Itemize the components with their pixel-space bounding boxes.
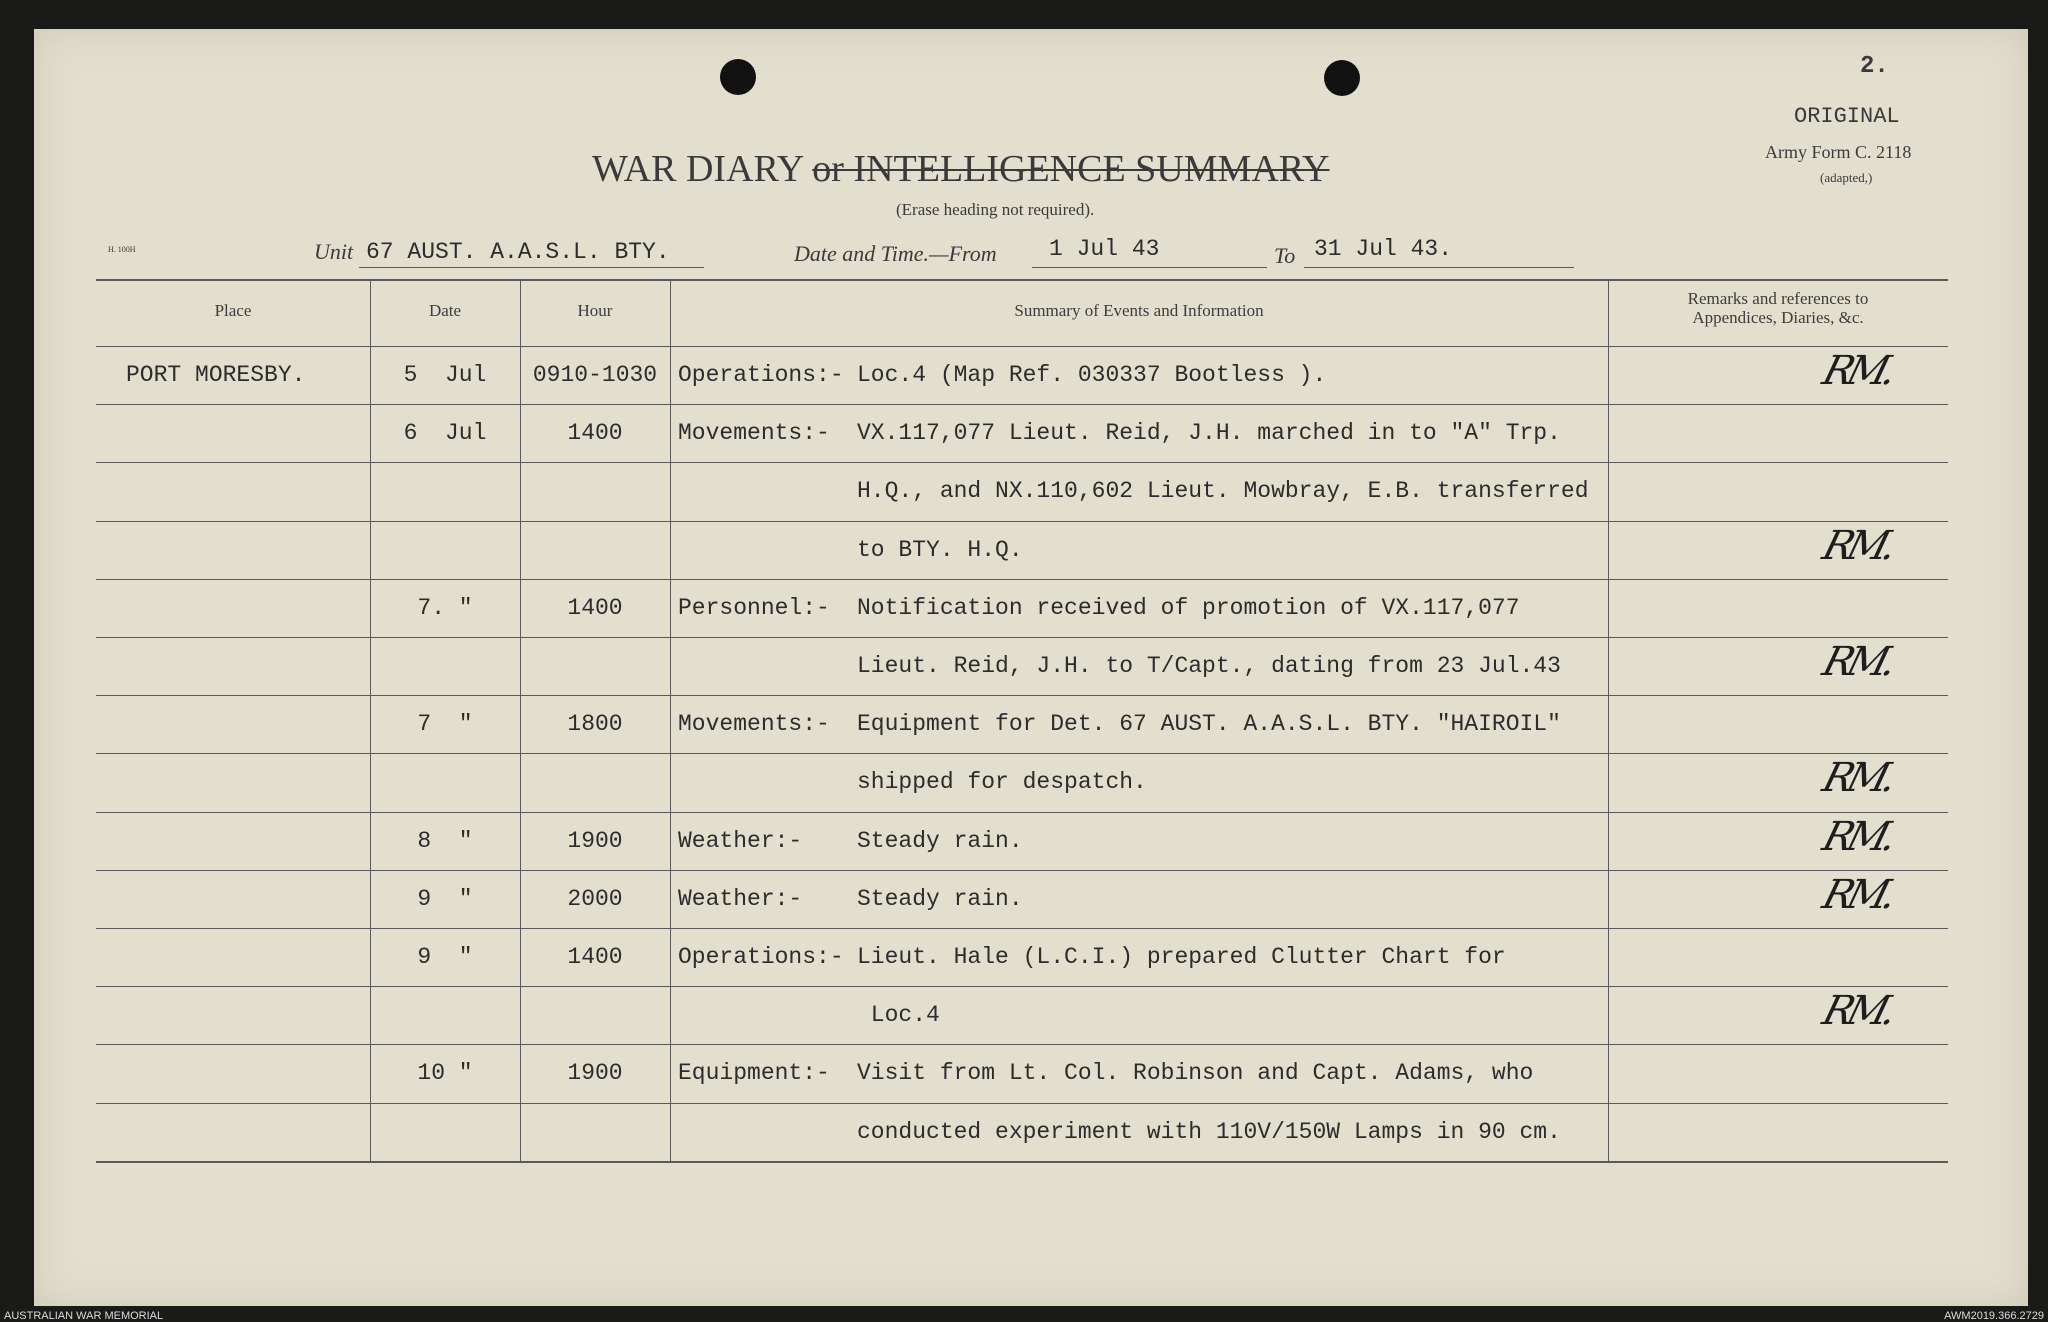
row-date: 7. " bbox=[417, 594, 473, 621]
row-text: Visit from Lt. Col. Robinson and Capt. Adams, who bbox=[857, 1060, 1534, 1087]
from-date-value: 1 Jul 43 bbox=[1049, 236, 1160, 262]
row-text: Lieut. Hale (L.C.I.) prepared Clutter Chart for bbox=[857, 944, 1506, 970]
col-header-remarks-1: Remarks and references to bbox=[1687, 289, 1869, 308]
footer-right: AWM2019.366.2729 bbox=[1944, 1310, 2044, 1322]
row-hour: 1400 bbox=[567, 944, 623, 970]
row-date: 8 " bbox=[417, 827, 473, 854]
row-date: 9 " bbox=[417, 885, 473, 912]
diary-sheet bbox=[34, 29, 2028, 1306]
initials-signature: RM. bbox=[1817, 755, 1896, 802]
row-text: Lieut. Reid, J.H. to T/Capt., dating from 23 Jul.43 bbox=[857, 653, 1561, 679]
to-label: To bbox=[1274, 243, 1296, 268]
adapted-label: (adapted,) bbox=[1820, 170, 1873, 185]
row-hour: 1400 bbox=[567, 420, 623, 447]
row-text: conducted experiment with 110V/150W Lamps in 90 cm. bbox=[857, 1118, 1561, 1145]
row-text: Loc.4 bbox=[857, 1002, 940, 1029]
initials-signature: RM. bbox=[1817, 871, 1896, 918]
row-label: Weather:- bbox=[678, 827, 803, 854]
col-header-hour: Hour bbox=[577, 301, 613, 320]
initials-signature: RM. bbox=[1817, 348, 1896, 394]
row-label: Operations:- bbox=[678, 944, 844, 970]
original-stamp: ORIGINAL bbox=[1794, 104, 1900, 129]
title-struck: or INTELLIGENCE SUMMARY bbox=[812, 148, 1330, 190]
title-subtitle: (Erase heading not required). bbox=[896, 200, 1095, 219]
row-hour: 1800 bbox=[567, 711, 623, 738]
row-label: Movements:- bbox=[678, 711, 830, 738]
row-date: 7 " bbox=[417, 711, 473, 738]
to-date-value: 31 Jul 43. bbox=[1314, 236, 1453, 262]
date-time-label: Date and Time.—From bbox=[794, 241, 997, 266]
col-header-summary: Summary of Events and Information bbox=[1014, 301, 1264, 320]
punch-hole-right bbox=[1324, 60, 1360, 96]
row-label: Weather:- bbox=[678, 885, 803, 912]
row-hour: 1400 bbox=[567, 594, 623, 621]
row-text: VX.117,077 Lieut. Reid, J.H. marched in to "A" Trp. bbox=[857, 420, 1561, 447]
row-hour: 1900 bbox=[567, 827, 623, 854]
row-label: Equipment:- bbox=[678, 1060, 830, 1087]
row-date: 10 " bbox=[417, 1060, 473, 1087]
initials-signature: RM. bbox=[1817, 813, 1896, 860]
row-label: Movements:- bbox=[678, 420, 830, 447]
row-text: Notification received of promotion of VX.117,077 bbox=[857, 594, 1520, 621]
row-text: Steady rain. bbox=[857, 885, 1023, 912]
row-hour: 2000 bbox=[567, 885, 623, 912]
title-main: WAR DIARY bbox=[592, 148, 803, 190]
col-header-date: Date bbox=[428, 301, 462, 320]
col-header-remarks-2: Appendices, Diaries, &c. bbox=[1692, 308, 1864, 327]
row-label: Personnel:- bbox=[678, 594, 830, 621]
army-form-label: Army Form C. 2118 bbox=[1765, 142, 1912, 162]
row-hour: 0910-1030 bbox=[532, 362, 658, 388]
row-text: to BTY. H.Q. bbox=[857, 536, 1023, 563]
row-text: Equipment for Det. 67 AUST. A.A.S.L. BTY. "HAIROIL" bbox=[857, 711, 1561, 738]
unit-value: 67 AUST. A.A.S.L. BTY. bbox=[366, 239, 670, 265]
row-place: PORT MORESBY. bbox=[126, 362, 306, 388]
row-label: Operations:- bbox=[678, 362, 844, 388]
form-code: H. 100H bbox=[108, 245, 136, 254]
initials-signature: RM. bbox=[1817, 522, 1896, 569]
initials-signature: RM. bbox=[1817, 988, 1896, 1035]
col-header-place: Place bbox=[214, 301, 252, 320]
page-number: 2. bbox=[1860, 53, 1889, 80]
row-date: 6 Jul bbox=[403, 420, 487, 447]
unit-label: Unit bbox=[314, 239, 354, 264]
row-date: 9 " bbox=[417, 944, 473, 970]
footer-left: AUSTRALIAN WAR MEMORIAL bbox=[4, 1310, 164, 1322]
row-text: Loc.4 (Map Ref. 030337 Bootless ). bbox=[857, 362, 1327, 388]
initials-signature: RM. bbox=[1817, 639, 1896, 685]
punch-hole-left bbox=[720, 59, 756, 95]
document-title bbox=[592, 147, 1329, 191]
row-hour: 1900 bbox=[567, 1060, 623, 1087]
row-text: H.Q., and NX.110,602 Lieut. Mowbray, E.B. transferred bbox=[857, 478, 1589, 505]
row-text: Steady rain. bbox=[857, 827, 1023, 854]
row-text: shipped for despatch. bbox=[857, 769, 1147, 796]
row-date: 5 Jul bbox=[403, 362, 487, 388]
